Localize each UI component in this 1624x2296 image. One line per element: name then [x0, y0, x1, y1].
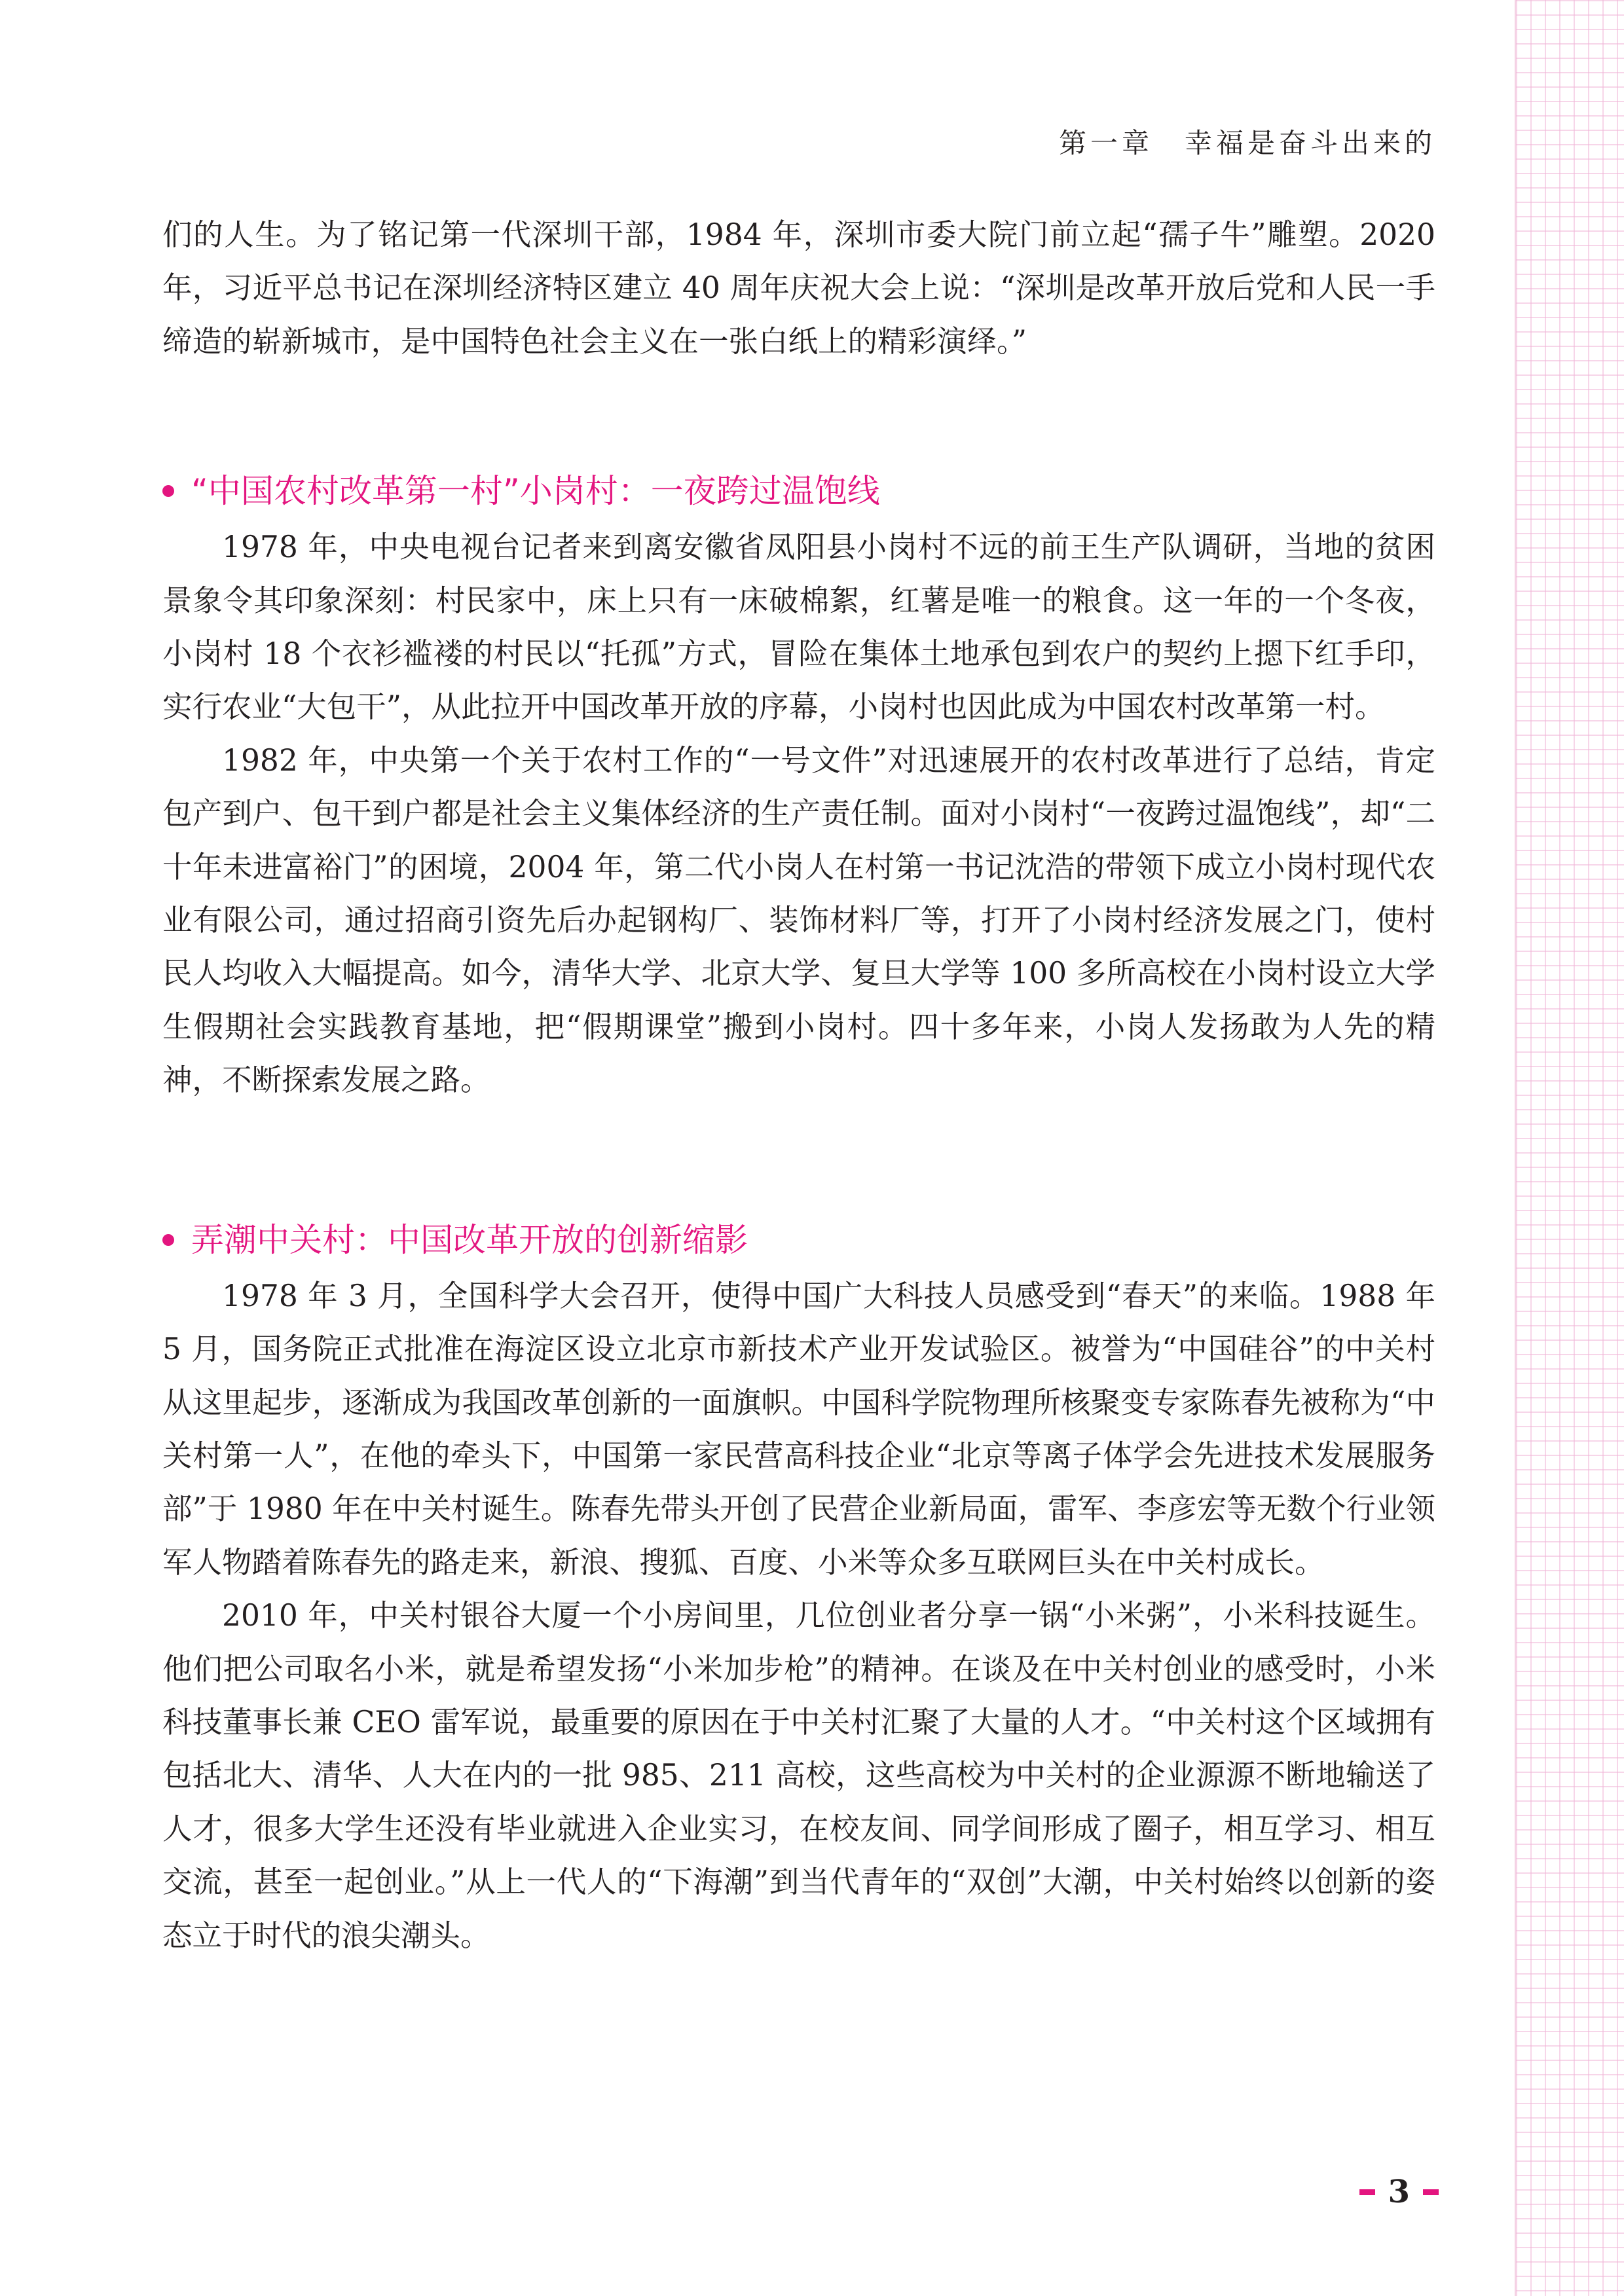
paragraph: 1982 年，中央第一个关于农村工作的“一号文件”对迅速展开的农村改革进行了总结，肯定包产到户、包干到户都是社会主义集体经济的生产责任制。面对小岗村“一夜跨过温饱线”，却“二十年未进富裕门”的困境，2004 年，第二代小岗人在村第一书记沈浩的带领下成立小岗村现代农业有限公司，通过招商引资先后办起钢构厂、装饰材料厂等，打开了小岗村经济发展之门，使村民人均收入大幅提高。如今，清华大学、北京大学、复旦大学等 100 多所高校在小岗村设立大学生假期社会实践教育基地，把“假期课堂”搬到小岗村。四十多年来，小岗人发扬敢为人先的精神，不断探索发展之路。	[162, 742, 1435, 1098]
decorative-grid-margin	[1515, 0, 1624, 2296]
paragraph: 1978 年，中央电视台记者来到离安徽省凤阳县小岗村不远的前王生产队调研，当地的贫困景象令其印象深刻：村民家中，床上只有一床破棉絮，红薯是唯一的粮食。这一年的一个冬夜，小岗村 18 个衣衫褴褛的村民以“托孤”方式，冒险在集体土地承包到农户的契约上摁下红手印，实行农业“大包干”，从此拉开中国改革开放的序幕，小岗村也因此成为中国农村改革第一村。	[162, 530, 1435, 725]
section-heading-zhongguancun	[162, 1217, 1435, 1263]
page-body	[162, 208, 1435, 1962]
running-header: 第一章 幸福是奋斗出来的	[1058, 127, 1436, 159]
paragraph: 1978 年 3 月，全国科学大会召开，使得中国广大科技人员感受到“春天”的来临。1988 年 5 月，国务院正式批准在海淀区设立北京市新技术产业开发试验区。被誉为“中国硅谷”的中关村从这里起步，逐渐成为我国改革创新的一面旗帜。中国科学院物理所核聚变专家陈春先被称为“中关村第一人”，在他的牵头下，中国第一家民营高科技企业“北京等离子体学会先进技术发展服务部”于 1980 年在中关村诞生。陈春先带头开创了民营企业新局面，雷军、李彦宏等无数个行业领军人物踏着陈春先的路走来，新浪、搜狐、百度、小米等众多互联网巨头在中关村成长。	[162, 1278, 1435, 1580]
section-heading-text: 弄潮中关村：中国改革开放的创新缩影	[191, 1220, 748, 1259]
bullet-dot-icon	[162, 485, 174, 497]
page-number-right-dash	[1423, 2189, 1439, 2195]
page-number	[1359, 2176, 1439, 2208]
intro-paragraph: 们的人生。为了铭记第一代深圳干部，1984 年，深圳市委大院门前立起“孺子牛”雕塑。2020 年，习近平总书记在深圳经济特区建立 40 周年庆祝大会上说：“深圳是改革开放后党和人民一手缔造的崭新城市，是中国特色社会主义在一张白纸上的精彩演绎。”	[162, 217, 1435, 359]
section-heading-text: “中国农村改革第一村”小岗村：一夜跨过温饱线	[191, 472, 880, 511]
section-heading-xiaogang	[162, 468, 1435, 514]
bullet-dot-icon	[162, 1234, 174, 1246]
page-number-value: 3	[1388, 2174, 1410, 2210]
page-number-left-dash	[1359, 2189, 1375, 2195]
paragraph: 2010 年，中关村银谷大厦一个小房间里，几位创业者分享一锅“小米粥”，小米科技诞生。他们把公司取名小米，就是希望发扬“小米加步枪”的精神。在谈及在中关村创业的感受时，小米科技董事长兼 CEO 雷军说，最重要的原因在于中关村汇聚了大量的人才。“中关村这个区域拥有包括北大、清华、人大在内的一批 985、211 高校，这些高校为中关村的企业源源不断地输送了人才，很多大学生还没有毕业就进入企业实习，在校友间、同学间形成了圈子，相互学习、相互交流，甚至一起创业。”从上一代人的“下海潮”到当代青年的“双创”大潮，中关村始终以创新的姿态立于时代的浪尖潮头。	[162, 1598, 1435, 1953]
